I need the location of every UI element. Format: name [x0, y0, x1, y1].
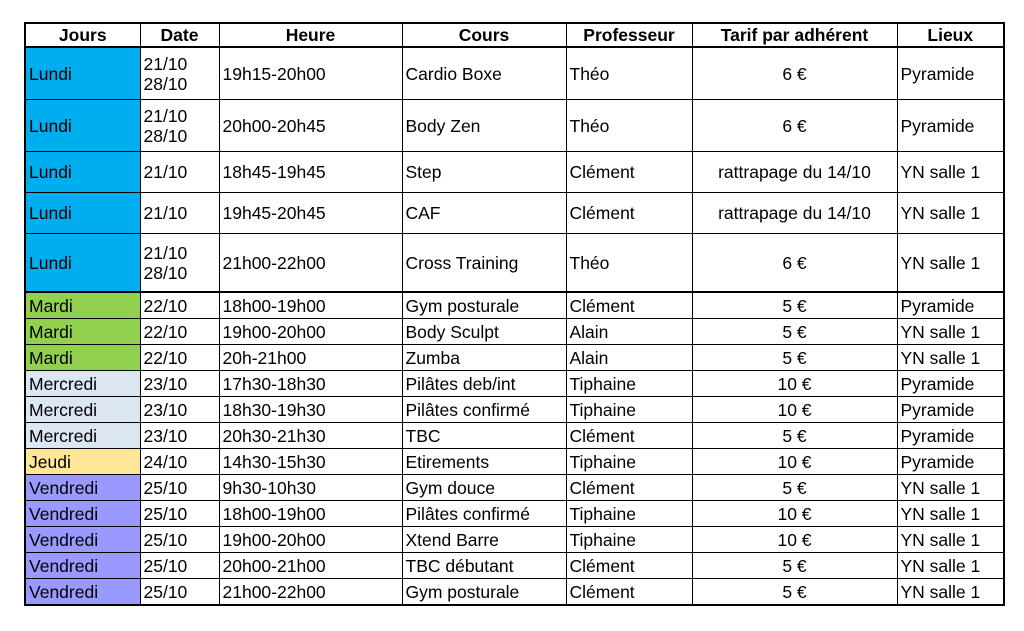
cell-cours: Cross Training — [402, 234, 566, 293]
date-value: 22/10 — [143, 347, 188, 368]
cell-date — [140, 345, 219, 371]
cell-jour: Vendredi — [25, 527, 140, 553]
cell-date — [140, 553, 219, 579]
cell-heure: 19h15-20h00 — [219, 47, 402, 100]
cell-tarif: 5 € — [692, 319, 897, 345]
date-value: 23/10 — [143, 425, 188, 446]
cell-professeur: Clément — [566, 193, 692, 234]
header-row — [25, 23, 1004, 47]
table-row — [25, 397, 1004, 423]
cell-heure: 9h30-10h30 — [219, 475, 402, 501]
date-value: 28/10 — [143, 73, 188, 94]
date-value: 28/10 — [143, 262, 188, 283]
date-value: 25/10 — [143, 581, 188, 602]
date-value: 22/10 — [143, 321, 188, 342]
cell-tarif: 6 € — [692, 47, 897, 100]
cell-jour: Vendredi — [25, 553, 140, 579]
table-row — [25, 527, 1004, 553]
cell-date — [140, 292, 219, 319]
cell-cours: Body Zen — [402, 100, 566, 152]
table-row — [25, 152, 1004, 193]
cell-date — [140, 319, 219, 345]
cell-date — [140, 527, 219, 553]
cell-cours: Cardio Boxe — [402, 47, 566, 100]
cell-lieu: YN salle 1 — [897, 553, 1004, 579]
header-jours: Jours — [25, 23, 140, 47]
cell-heure: 20h-21h00 — [219, 345, 402, 371]
cell-professeur: Clément — [566, 553, 692, 579]
cell-jour: Lundi — [25, 193, 140, 234]
cell-tarif: rattrapage du 14/10 — [692, 152, 897, 193]
cell-professeur: Théo — [566, 234, 692, 293]
table-row — [25, 423, 1004, 449]
cell-date — [140, 100, 219, 152]
cell-professeur: Tiphaine — [566, 449, 692, 475]
table-row — [25, 234, 1004, 293]
cell-tarif: 10 € — [692, 449, 897, 475]
cell-heure: 19h00-20h00 — [219, 527, 402, 553]
cell-professeur: Tiphaine — [566, 527, 692, 553]
header-heure: Heure — [219, 23, 402, 47]
cell-tarif: 5 € — [692, 292, 897, 319]
cell-professeur: Théo — [566, 47, 692, 100]
cell-cours: Etirements — [402, 449, 566, 475]
cell-heure: 19h00-20h00 — [219, 319, 402, 345]
cell-jour: Vendredi — [25, 475, 140, 501]
cell-professeur: Tiphaine — [566, 371, 692, 397]
schedule-body — [25, 47, 1004, 605]
cell-tarif: 5 € — [692, 345, 897, 371]
date-value: 25/10 — [143, 529, 188, 550]
date-value: 21/10 — [143, 53, 188, 74]
cell-cours: Body Sculpt — [402, 319, 566, 345]
cell-heure: 18h00-19h00 — [219, 292, 402, 319]
cell-jour: Lundi — [25, 47, 140, 100]
cell-lieu: YN salle 1 — [897, 501, 1004, 527]
date-value: 21/10 — [143, 242, 188, 263]
cell-jour: Mardi — [25, 345, 140, 371]
cell-lieu: Pyramide — [897, 47, 1004, 100]
cell-cours: Pilâtes confirmé — [402, 397, 566, 423]
cell-heure: 18h45-19h45 — [219, 152, 402, 193]
cell-heure: 18h00-19h00 — [219, 501, 402, 527]
cell-lieu: Pyramide — [897, 371, 1004, 397]
cell-cours: Step — [402, 152, 566, 193]
cell-date — [140, 397, 219, 423]
header-tarif: Tarif par adhérent — [692, 23, 897, 47]
cell-heure: 14h30-15h30 — [219, 449, 402, 475]
cell-cours: TBC débutant — [402, 553, 566, 579]
table-row — [25, 449, 1004, 475]
cell-date — [140, 579, 219, 606]
cell-heure: 20h00-20h45 — [219, 100, 402, 152]
cell-tarif: 5 € — [692, 423, 897, 449]
cell-professeur: Clément — [566, 475, 692, 501]
cell-heure: 21h00-22h00 — [219, 234, 402, 293]
cell-jour: Lundi — [25, 100, 140, 152]
date-value: 23/10 — [143, 373, 188, 394]
cell-jour: Mercredi — [25, 371, 140, 397]
cell-cours: CAF — [402, 193, 566, 234]
cell-jour: Mardi — [25, 292, 140, 319]
cell-lieu: YN salle 1 — [897, 475, 1004, 501]
cell-professeur: Théo — [566, 100, 692, 152]
table-row — [25, 193, 1004, 234]
cell-tarif: 10 € — [692, 527, 897, 553]
cell-jour: Lundi — [25, 234, 140, 293]
table-row — [25, 292, 1004, 319]
cell-date — [140, 423, 219, 449]
date-value: 28/10 — [143, 125, 188, 146]
table-row — [25, 579, 1004, 606]
cell-lieu: Pyramide — [897, 100, 1004, 152]
cell-jour: Jeudi — [25, 449, 140, 475]
cell-cours: Zumba — [402, 345, 566, 371]
cell-jour: Mardi — [25, 319, 140, 345]
cell-date — [140, 475, 219, 501]
cell-professeur: Clément — [566, 292, 692, 319]
cell-date — [140, 152, 219, 193]
cell-lieu: Pyramide — [897, 292, 1004, 319]
cell-cours: Xtend Barre — [402, 527, 566, 553]
cell-lieu: YN salle 1 — [897, 579, 1004, 606]
cell-jour: Mercredi — [25, 423, 140, 449]
date-value: 25/10 — [143, 555, 188, 576]
date-value: 24/10 — [143, 451, 188, 472]
header-lieux: Lieux — [897, 23, 1004, 47]
cell-heure: 17h30-18h30 — [219, 371, 402, 397]
cell-date — [140, 501, 219, 527]
table-row — [25, 319, 1004, 345]
cell-tarif: 5 € — [692, 475, 897, 501]
cell-professeur: Tiphaine — [566, 501, 692, 527]
cell-heure: 19h45-20h45 — [219, 193, 402, 234]
cell-date — [140, 234, 219, 293]
table-row — [25, 371, 1004, 397]
header-date: Date — [140, 23, 219, 47]
schedule-table — [24, 22, 1005, 606]
cell-tarif: rattrapage du 14/10 — [692, 193, 897, 234]
cell-lieu: YN salle 1 — [897, 527, 1004, 553]
cell-professeur: Clément — [566, 579, 692, 606]
table-row — [25, 501, 1004, 527]
table-row — [25, 47, 1004, 100]
cell-tarif: 6 € — [692, 100, 897, 152]
table-row — [25, 475, 1004, 501]
cell-cours: Pilâtes confirmé — [402, 501, 566, 527]
cell-lieu: Pyramide — [897, 449, 1004, 475]
cell-cours: Gym douce — [402, 475, 566, 501]
header-professeur: Professeur — [566, 23, 692, 47]
cell-lieu: YN salle 1 — [897, 234, 1004, 293]
date-value: 25/10 — [143, 503, 188, 524]
cell-lieu: YN salle 1 — [897, 319, 1004, 345]
date-value: 21/10 — [143, 162, 188, 182]
cell-professeur: Alain — [566, 345, 692, 371]
date-value: 22/10 — [143, 295, 188, 316]
date-value: 25/10 — [143, 477, 188, 498]
cell-jour: Vendredi — [25, 579, 140, 606]
cell-heure: 21h00-22h00 — [219, 579, 402, 606]
cell-tarif: 10 € — [692, 397, 897, 423]
cell-cours: Gym posturale — [402, 292, 566, 319]
cell-lieu: Pyramide — [897, 423, 1004, 449]
cell-cours: Gym posturale — [402, 579, 566, 606]
cell-date — [140, 193, 219, 234]
cell-date — [140, 371, 219, 397]
cell-tarif: 5 € — [692, 553, 897, 579]
cell-professeur: Tiphaine — [566, 397, 692, 423]
cell-cours: TBC — [402, 423, 566, 449]
cell-heure: 18h30-19h30 — [219, 397, 402, 423]
cell-tarif: 6 € — [692, 234, 897, 293]
cell-tarif: 10 € — [692, 501, 897, 527]
date-value: 21/10 — [143, 203, 188, 223]
cell-date — [140, 47, 219, 100]
cell-lieu: YN salle 1 — [897, 193, 1004, 234]
cell-lieu: Pyramide — [897, 397, 1004, 423]
table-row — [25, 345, 1004, 371]
table-row — [25, 553, 1004, 579]
cell-jour: Mercredi — [25, 397, 140, 423]
cell-professeur: Clément — [566, 423, 692, 449]
cell-tarif: 5 € — [692, 579, 897, 606]
cell-professeur: Clément — [566, 152, 692, 193]
cell-jour: Vendredi — [25, 501, 140, 527]
cell-date — [140, 449, 219, 475]
cell-heure: 20h30-21h30 — [219, 423, 402, 449]
cell-jour: Lundi — [25, 152, 140, 193]
header-cours: Cours — [402, 23, 566, 47]
date-value: 21/10 — [143, 105, 188, 126]
cell-heure: 20h00-21h00 — [219, 553, 402, 579]
date-value: 23/10 — [143, 399, 188, 420]
table-row — [25, 100, 1004, 152]
cell-professeur: Alain — [566, 319, 692, 345]
cell-lieu: YN salle 1 — [897, 345, 1004, 371]
cell-cours: Pilâtes deb/int — [402, 371, 566, 397]
cell-tarif: 10 € — [692, 371, 897, 397]
cell-lieu: YN salle 1 — [897, 152, 1004, 193]
